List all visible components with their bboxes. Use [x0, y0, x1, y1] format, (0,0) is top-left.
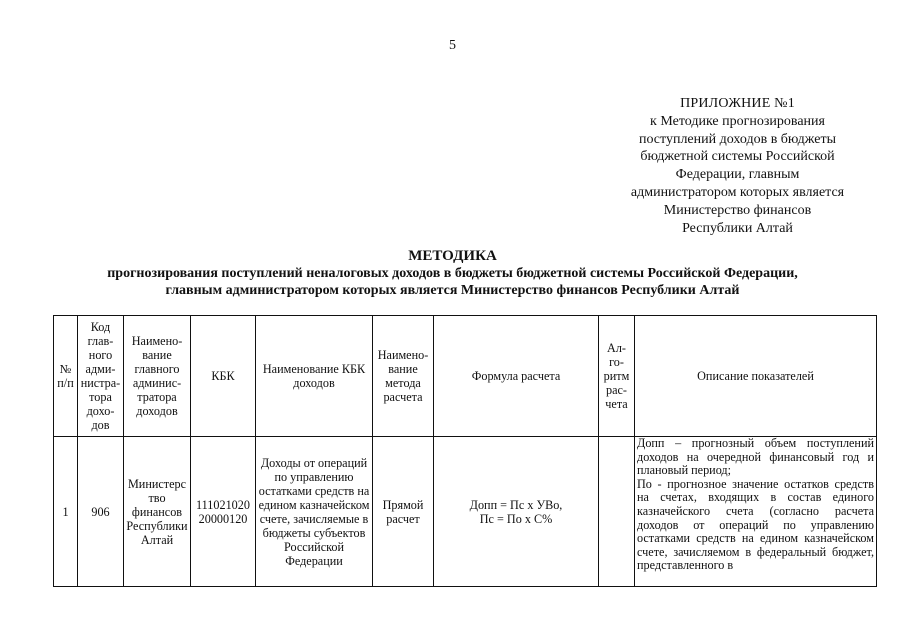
appendix-title: ПРИЛОЖНИЕ №1 [680, 96, 795, 111]
description-paragraph: Допп – прогнозный объем поступлений доходов на очередной финансовый год и плановый период; [637, 437, 874, 478]
formula-line: Допп = Пс х УВо, [469, 497, 563, 512]
cell-kbk-name: Доходы от операций по управлению остатками средств на едином казначейском счете, зачисляемые в бюджеты субъектов Российской Федерации [256, 437, 373, 587]
description-content [637, 437, 874, 585]
header-admin-name: Наимено-вание главного админис-тратора доходов [124, 316, 191, 437]
page-number: 5 [449, 38, 456, 53]
header-method-name: Наимено-вание метода расчета [373, 316, 434, 437]
cell-method-name: Прямой расчет [373, 437, 434, 587]
description-paragraph: По - прогнозное значение остатков средств на счетах, входящих в состав единого казначейского счета (согласно расчета доходов от операций по управлению остатками средств на едином казначейском счете, зачисляемом в федеральный бюджет, представленного в [637, 476, 874, 573]
document-subtitle-line: прогнозирования поступлений неналоговых доходов в бюджеты бюджетной системы Российской Федерации, [107, 266, 798, 281]
header-algorithm: Ал-го-ритм рас-чета [599, 316, 635, 437]
document-heading [0, 247, 905, 299]
header-num: № п/п [54, 316, 78, 437]
header-description: Описание показателей [635, 316, 877, 437]
formula-line: Пс = По х С% [479, 511, 553, 526]
appendix-line: Министерство финансов [663, 202, 812, 218]
header-admin-code: Код глав-ного адми-нистра-тора дохо-дов [78, 316, 124, 437]
appendix-line: поступлений доходов в бюджеты [638, 131, 837, 147]
document-subtitle-line: главным администратором которых является Министерство финансов Республики Алтай [165, 283, 740, 298]
cell-formula [434, 437, 599, 587]
appendix-line: администратором которых является [630, 184, 845, 200]
header-formula: Формула расчета [434, 316, 599, 437]
appendix-line: Федерации, главным [675, 167, 800, 183]
cell-kbk: 111021020 20000120 [191, 437, 256, 587]
cell-num: 1 [54, 437, 78, 587]
table-row [54, 437, 877, 587]
appendix-line: Республики Алтай [682, 220, 793, 236]
table-header-row [54, 316, 877, 437]
header-kbk-name: Наименование КБК доходов [256, 316, 373, 437]
appendix-line: бюджетной системы Российской [640, 149, 835, 165]
appendix-block [610, 95, 865, 237]
methodology-table [53, 315, 877, 587]
header-kbk: КБК [191, 316, 256, 437]
cell-description [635, 437, 877, 587]
cell-admin-code: 906 [78, 437, 124, 587]
document-title: МЕТОДИКА [408, 248, 497, 264]
cell-admin-name: Министерс тво финансов Республики Алтай [124, 437, 191, 587]
appendix-line: к Методике прогнозирования [650, 113, 825, 129]
cell-algorithm [599, 437, 635, 587]
